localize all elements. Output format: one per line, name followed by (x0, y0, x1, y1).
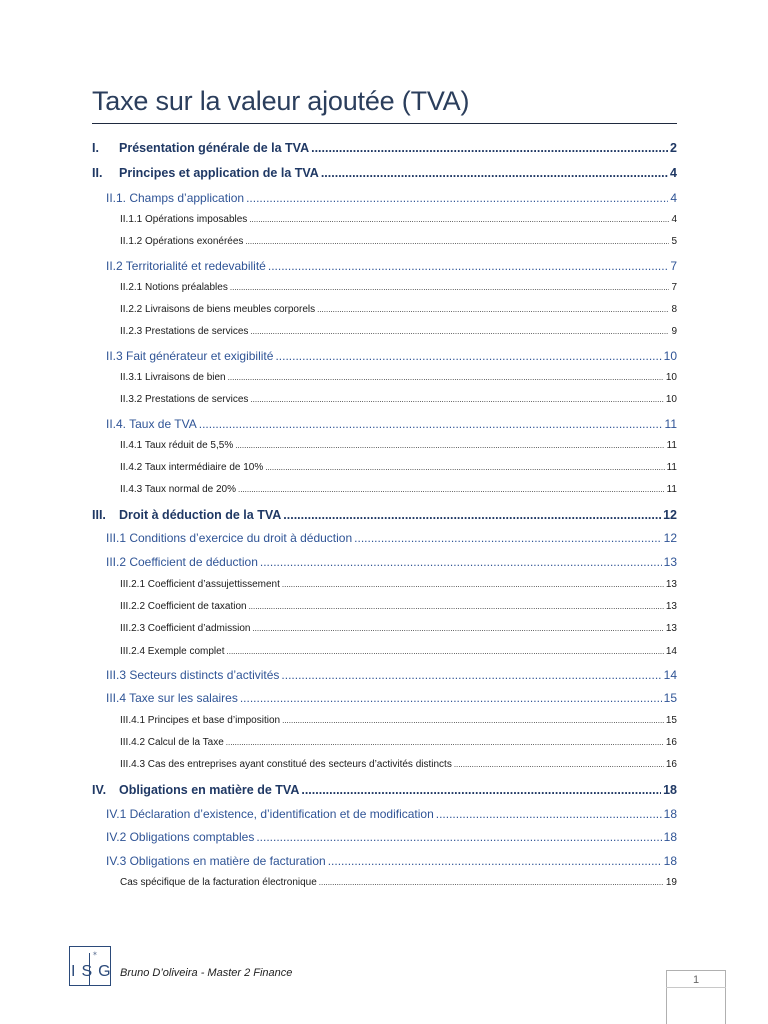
toc-entry-level3[interactable] (120, 579, 677, 590)
toc-leader-dots (238, 485, 665, 494)
toc-entry-text: Droit à déduction de la TVA (119, 508, 282, 522)
footer-author: Bruno D’oliveira - Master 2 Finance (120, 967, 293, 979)
toc-entry-level2[interactable] (106, 259, 677, 273)
toc-entry-text: III.2.1 Coefficient d’assujettissement (120, 579, 280, 590)
toc-entry-text: III.2 Coefficient de déduction (106, 555, 258, 569)
toc-entry-page: 13 (663, 555, 677, 569)
toc-leader-dots (245, 237, 669, 246)
toc-entry-label (92, 166, 319, 180)
toc-entry-number: I. (92, 141, 99, 155)
toc-entry-label (120, 484, 236, 495)
toc-entry-level2[interactable] (106, 555, 677, 569)
toc-leader-dots (311, 141, 668, 155)
toc-entry-text: III.4 Taxe sur les salaires (106, 691, 238, 705)
toc-leader-dots (250, 395, 663, 404)
toc-entry-page: 18 (663, 830, 677, 844)
toc-entry-label (120, 440, 233, 451)
isg-logo (69, 946, 117, 986)
toc-entry-text: II.2.1 Notions préalables (120, 282, 228, 293)
toc-entry-label (120, 394, 248, 405)
toc-entry-level3[interactable] (120, 236, 677, 247)
toc-entry-text: II.1.1 Opérations imposables (120, 214, 248, 225)
toc-entry-level3[interactable] (120, 372, 677, 383)
toc-entry-page: 11 (666, 440, 677, 451)
toc-entry-page: 4 (670, 166, 677, 180)
toc-entry-level1[interactable] (92, 508, 677, 522)
toc-entry-text: II.4.2 Taux intermédiaire de 10% (120, 462, 264, 473)
toc-entry-label (92, 141, 309, 155)
toc-entry-text: II.2.2 Livraisons de biens meubles corporels (120, 304, 316, 315)
toc-entry-page: 8 (671, 304, 677, 315)
toc-leader-dots (268, 259, 668, 273)
toc-entry-text: III.4.2 Calcul de la Taxe (120, 737, 224, 748)
toc-leader-dots (328, 854, 662, 868)
logo-mark-icon: ✶ (92, 951, 98, 958)
toc-entry-page: 2 (670, 141, 677, 155)
toc-leader-dots (301, 783, 661, 797)
toc-leader-dots (227, 647, 664, 656)
toc-entry-label (120, 623, 250, 634)
toc-entry-page: 11 (664, 417, 677, 431)
title-divider (92, 123, 677, 124)
toc-entry-text: II.4. Taux de TVA (106, 417, 197, 431)
toc-entry-label (120, 715, 280, 726)
toc-entry-label (106, 555, 258, 569)
toc-entry-label (120, 737, 224, 748)
toc-entry-page: 10 (663, 349, 677, 363)
toc-entry-label (106, 259, 266, 273)
toc-leader-dots (281, 668, 661, 682)
toc-entry-text: III.2.3 Coefficient d’admission (120, 623, 251, 634)
toc-entry-label (106, 417, 197, 431)
toc-entry-label (92, 783, 299, 797)
toc-leader-dots (228, 373, 664, 382)
toc-entry-text: II.2 Territorialité et redevabilité (106, 259, 266, 273)
footer-line (666, 987, 726, 988)
toc-entry-level2[interactable] (106, 531, 677, 545)
toc-entry-level2[interactable] (106, 807, 677, 821)
toc-entry-level2[interactable] (106, 830, 677, 844)
toc-entry-text: Principes et application de la TVA (119, 166, 319, 180)
toc-entry-label (106, 807, 434, 821)
toc-leader-dots (256, 830, 661, 844)
toc-leader-dots (454, 760, 664, 769)
toc-leader-dots (240, 691, 662, 705)
toc-entry-page: 5 (671, 236, 677, 247)
toc-leader-dots (230, 283, 670, 292)
toc-entry-page: 13 (665, 579, 677, 590)
toc-entry-page: 18 (663, 807, 677, 821)
toc-leader-dots (275, 349, 661, 363)
toc-entry-page: 15 (663, 691, 677, 705)
toc-entry-text: IV.1 Déclaration d’existence, d’identification et de modification (106, 807, 434, 821)
toc-entry-level2[interactable] (106, 349, 677, 363)
toc-leader-dots (235, 441, 664, 450)
toc-entry-text: III.2.4 Exemple complet (120, 646, 225, 657)
toc-leader-dots (249, 215, 669, 224)
toc-entry-page: 18 (663, 854, 677, 868)
toc-entry-page: 14 (665, 646, 677, 657)
toc-entry-page: 11 (666, 462, 677, 473)
toc-entry-page: 16 (665, 737, 677, 748)
toc-entry-level3[interactable] (120, 877, 677, 888)
toc-leader-dots (250, 327, 669, 336)
toc-entry-page: 13 (665, 623, 677, 634)
toc-entry-text: II.4.1 Taux réduit de 5,5% (120, 440, 234, 451)
toc-entry-level1[interactable] (92, 141, 677, 155)
toc-entry-label (106, 830, 254, 844)
toc-entry-label (120, 326, 248, 337)
toc-entry-text: IV.2 Obligations comptables (106, 830, 255, 844)
toc-entry-text: III.2.2 Coefficient de taxation (120, 601, 247, 612)
toc-entry-label (106, 854, 326, 868)
toc-entry-page: 13 (665, 601, 677, 612)
toc-leader-dots (436, 807, 662, 821)
toc-entry-text: II.2.3 Prestations de services (120, 326, 249, 337)
toc-entry-page: 19 (665, 877, 677, 888)
toc-entry-level3[interactable] (120, 282, 677, 293)
toc-entry-page: 4 (670, 191, 677, 205)
toc-entry-level3[interactable] (120, 462, 677, 473)
toc-entry-number: IV. (92, 783, 107, 797)
toc-leader-dots (321, 166, 668, 180)
toc-entry-text: II.3 Fait générateur et exigibilité (106, 349, 274, 363)
toc-entry-text: IV.3 Obligations en matière de facturation (106, 854, 326, 868)
page-title: Taxe sur la valeur ajoutée (TVA) (92, 86, 470, 116)
toc-entry-page: 16 (665, 759, 677, 770)
toc-leader-dots (282, 716, 664, 725)
toc-entry-level2[interactable] (106, 191, 677, 205)
toc-leader-dots (354, 531, 661, 545)
toc-entry-page: 7 (671, 282, 677, 293)
toc-entry-label (120, 601, 247, 612)
toc-leader-dots (260, 555, 662, 569)
toc-entry-text: II.1.2 Opérations exonérées (120, 236, 244, 247)
toc-entry-level3[interactable] (120, 623, 677, 634)
toc-entry-label (120, 282, 228, 293)
toc-entry-number: II. (92, 166, 103, 180)
toc-entry-text: III.4.1 Principes et base d’imposition (120, 715, 281, 726)
toc-entry-level3[interactable] (120, 326, 677, 337)
toc-entry-label (120, 462, 263, 473)
toc-entry-text: III.4.3 Cas des entreprises ayant constitué des secteurs d’activités distincts (120, 759, 452, 770)
toc-entry-text: Cas spécifique de la facturation électronique (120, 877, 317, 888)
toc-entry-level3[interactable] (120, 304, 677, 315)
toc-entry-level3[interactable] (120, 214, 677, 225)
toc-entry-level3[interactable] (120, 601, 677, 612)
toc-entry-label (120, 236, 243, 247)
toc-entry-page: 9 (671, 326, 677, 337)
toc-entry-level3[interactable] (120, 715, 677, 726)
toc-entry-label (120, 304, 315, 315)
toc-entry-label (106, 691, 238, 705)
toc-entry-level3[interactable] (120, 484, 677, 495)
toc-entry-text: II.4.3 Taux normal de 20% (120, 484, 236, 495)
toc-entry-text: II.3.1 Livraisons de bien (120, 372, 226, 383)
toc-leader-dots (249, 602, 664, 611)
toc-entry-label (120, 759, 452, 770)
toc-entry-label (120, 646, 225, 657)
toc-leader-dots (252, 624, 663, 633)
toc-entry-page: 14 (663, 668, 677, 682)
toc-entry-page: 12 (663, 508, 677, 522)
toc-entry-level3[interactable] (120, 440, 677, 451)
toc-entry-level3[interactable] (120, 394, 677, 405)
toc-entry-page: 18 (663, 783, 677, 797)
toc-entry-text: III.1 Conditions d’exercice du droit à déduction (106, 531, 353, 545)
toc-leader-dots (246, 191, 668, 205)
toc-leader-dots (283, 508, 661, 522)
toc-entry-label (120, 877, 317, 888)
toc-entry-page: 15 (665, 715, 677, 726)
logo-text: ISG (71, 963, 117, 980)
toc-entry-page: 11 (666, 484, 677, 495)
toc-entry-page: 12 (663, 531, 677, 545)
toc-entry-label (106, 668, 279, 682)
toc-entry-level1[interactable] (92, 166, 677, 180)
toc-entry-page: 4 (671, 214, 677, 225)
toc-leader-dots (226, 738, 664, 747)
toc-leader-dots (319, 878, 664, 887)
toc-entry-page: 10 (665, 394, 677, 405)
toc-leader-dots (199, 417, 663, 431)
toc-entry-level2[interactable] (106, 668, 677, 682)
toc-leader-dots (282, 580, 664, 589)
toc-leader-dots (317, 305, 669, 314)
toc-entry-label (106, 349, 273, 363)
toc-entry-label (120, 579, 280, 590)
toc-entry-text: Obligations en matière de TVA (119, 783, 300, 797)
toc-entry-level1[interactable] (92, 783, 677, 797)
toc-entry-label (120, 372, 226, 383)
toc-entry-level2[interactable] (106, 691, 677, 705)
toc-entry-level3[interactable] (120, 646, 677, 657)
toc-entry-label (120, 214, 247, 225)
toc-entry-level3[interactable] (120, 737, 677, 748)
toc-entry-text: III.3 Secteurs distincts d’activités (106, 668, 280, 682)
toc-entry-label (106, 531, 352, 545)
toc-leader-dots (265, 463, 664, 472)
toc-entry-text: II.1. Champs d’application (106, 191, 245, 205)
toc-entry-level3[interactable] (120, 759, 677, 770)
toc-entry-page: 10 (665, 372, 677, 383)
toc-entry-text: II.3.2 Prestations de services (120, 394, 249, 405)
toc-entry-text: Présentation générale de la TVA (119, 141, 310, 155)
toc-entry-level2[interactable] (106, 854, 677, 868)
toc-entry-number: III. (92, 508, 106, 522)
toc-entry-label (106, 191, 244, 205)
toc-entry-label (92, 508, 281, 522)
page-number: 1 (692, 974, 700, 986)
toc-entry-page: 7 (670, 259, 677, 273)
toc-entry-level2[interactable] (106, 417, 677, 431)
